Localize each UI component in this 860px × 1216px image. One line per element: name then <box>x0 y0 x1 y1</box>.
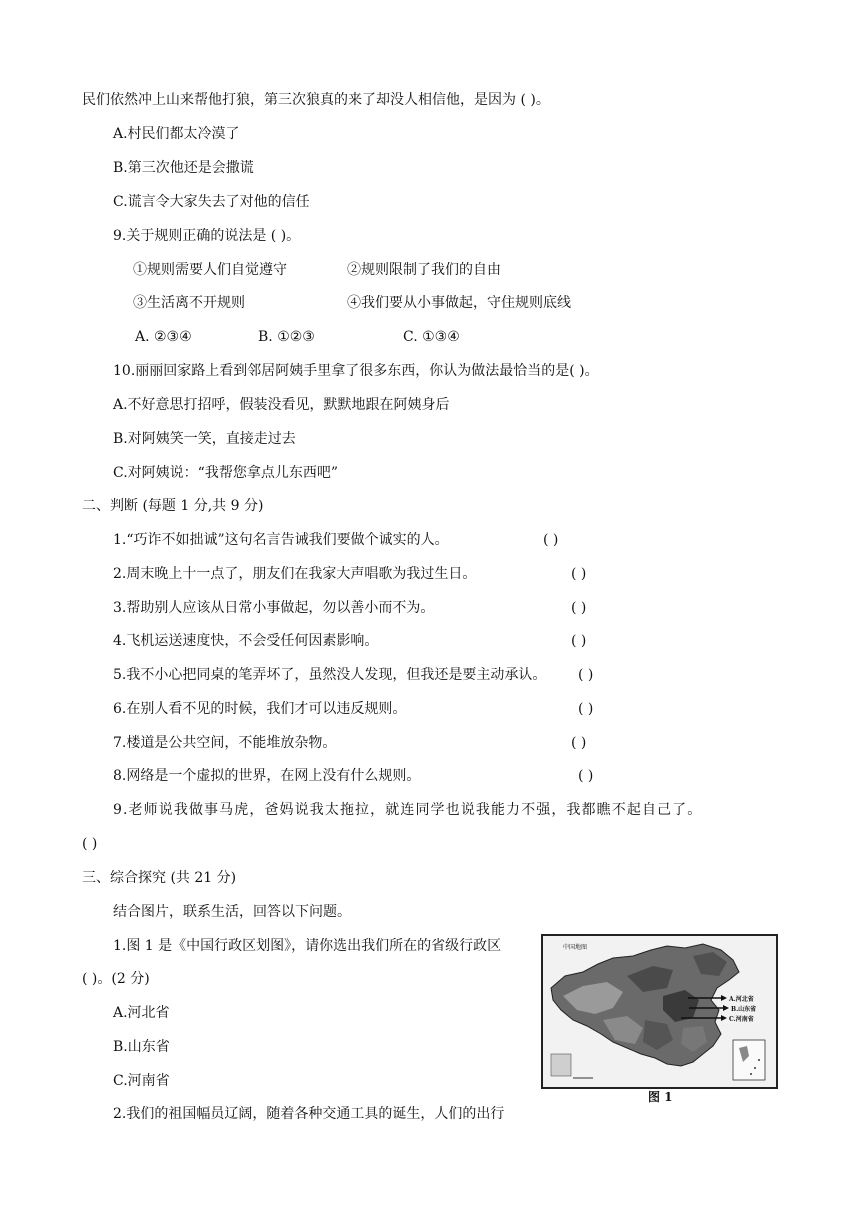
q10-option-a: A.不好意思打招呼，假装没看见，默默地跟在阿姨身后 <box>113 397 450 413</box>
judgment-5-answer: ( ) <box>578 667 594 683</box>
map-label-a: A.河北省 <box>729 996 754 1003</box>
judgment-9-text: 9.老师说我做事马虎，爸妈说我太拖拉，就连同学也说我能力不强，我都瞧不起自己了。 <box>113 802 703 818</box>
judgment-9-answer: ( ) <box>82 836 98 852</box>
q3-1-option-c: C.河南省 <box>113 1073 170 1089</box>
q9-option-a: A. ②③④ <box>135 329 192 345</box>
map-title: 中国地图 <box>563 944 588 951</box>
q8-option-b: B.第三次他还是会撒谎 <box>113 160 254 176</box>
judgment-3-answer: ( ) <box>571 600 587 616</box>
q9-stem: 9.关于规则正确的说法是 ( )。 <box>113 228 301 244</box>
section-3-title: 三、综合探究 (共 21 分) <box>82 870 237 886</box>
q9-statement-3: ③生活离不开规则 <box>133 295 245 311</box>
q10-stem: 10.丽丽回家路上看到邻居阿姨手里拿了很多东西，你认为做法最恰当的是( )。 <box>113 363 599 379</box>
q10-option-b: B.对阿姨笑一笑，直接走过去 <box>113 431 296 447</box>
q9-statement-2: ②规则限制了我们的自由 <box>347 262 501 278</box>
judgment-7-text: 7.楼道是公共空间，不能堆放杂物。 <box>113 735 337 751</box>
judgment-2-answer: ( ) <box>571 566 587 582</box>
judgment-6-answer: ( ) <box>578 701 594 717</box>
judgment-3-text: 3.帮助别人应该从日常小事做起，勿以善小而不为。 <box>113 600 435 616</box>
q10-option-c: C.对阿姨说：“我帮您拿点儿东西吧” <box>113 465 338 481</box>
q9-option-b: B. ①②③ <box>258 329 315 345</box>
section-3-intro: 结合图片，联系生活，回答以下问题。 <box>113 904 351 920</box>
china-map-figure <box>541 934 778 1089</box>
q3-2-stem: 2.我们的祖国幅员辽阔，随着各种交通工具的诞生，人们的出行 <box>113 1106 505 1122</box>
q3-1-stem: 1.图 1 是《中国行政区划图》，请你选出我们所在的省级行政区 <box>113 938 502 954</box>
judgment-2-text: 2.周末晚上十一点了，朋友们在我家大声唱歌为我过生日。 <box>113 566 477 582</box>
judgment-4-text: 4.飞机运送速度快，不会受任何因素影响。 <box>113 633 379 649</box>
q8-option-a: A.村民们都太冷漠了 <box>113 126 240 142</box>
judgment-8-text: 8.网络是一个虚拟的世界，在网上没有什么规则。 <box>113 768 421 784</box>
q3-1-option-a: A.河北省 <box>113 1005 170 1021</box>
judgment-1-answer: ( ) <box>543 532 559 548</box>
q8-option-c: C.谎言令大家失去了对他的信任 <box>113 194 310 210</box>
judgment-6-text: 6.在别人看不见的时候，我们才可以违反规则。 <box>113 701 407 717</box>
judgment-8-answer: ( ) <box>578 768 594 784</box>
q8-stem-continuation: 民们依然冲上山来帮他打狼，第三次狼真的来了却没人相信他，是因为 ( )。 <box>82 92 550 108</box>
q9-option-c: C. ①③④ <box>403 329 460 345</box>
q3-1-answer-line: ( )。(2 分) <box>82 971 150 987</box>
q9-statement-1: ①规则需要人们自觉遵守 <box>133 262 287 278</box>
q9-statement-4: ④我们要从小事做起，守住规则底线 <box>347 295 571 311</box>
judgment-4-answer: ( ) <box>571 633 587 649</box>
figure-caption: 图 1 <box>648 1090 673 1104</box>
map-label-b: B.山东省 <box>731 1006 757 1013</box>
judgment-1-text: 1.“巧诈不如拙诚”这句名言告诫我们要做个诚实的人。 <box>113 532 449 548</box>
section-2-title: 二、判断 (每题 1 分,共 9 分) <box>82 498 264 514</box>
judgment-7-answer: ( ) <box>571 735 587 751</box>
judgment-5-text: 5.我不小心把同桌的笔弄坏了，虽然没人发现，但我还是要主动承认。 <box>113 667 547 683</box>
q3-1-option-b: B.山东省 <box>113 1039 170 1055</box>
map-label-c: C.河南省 <box>729 1016 754 1023</box>
